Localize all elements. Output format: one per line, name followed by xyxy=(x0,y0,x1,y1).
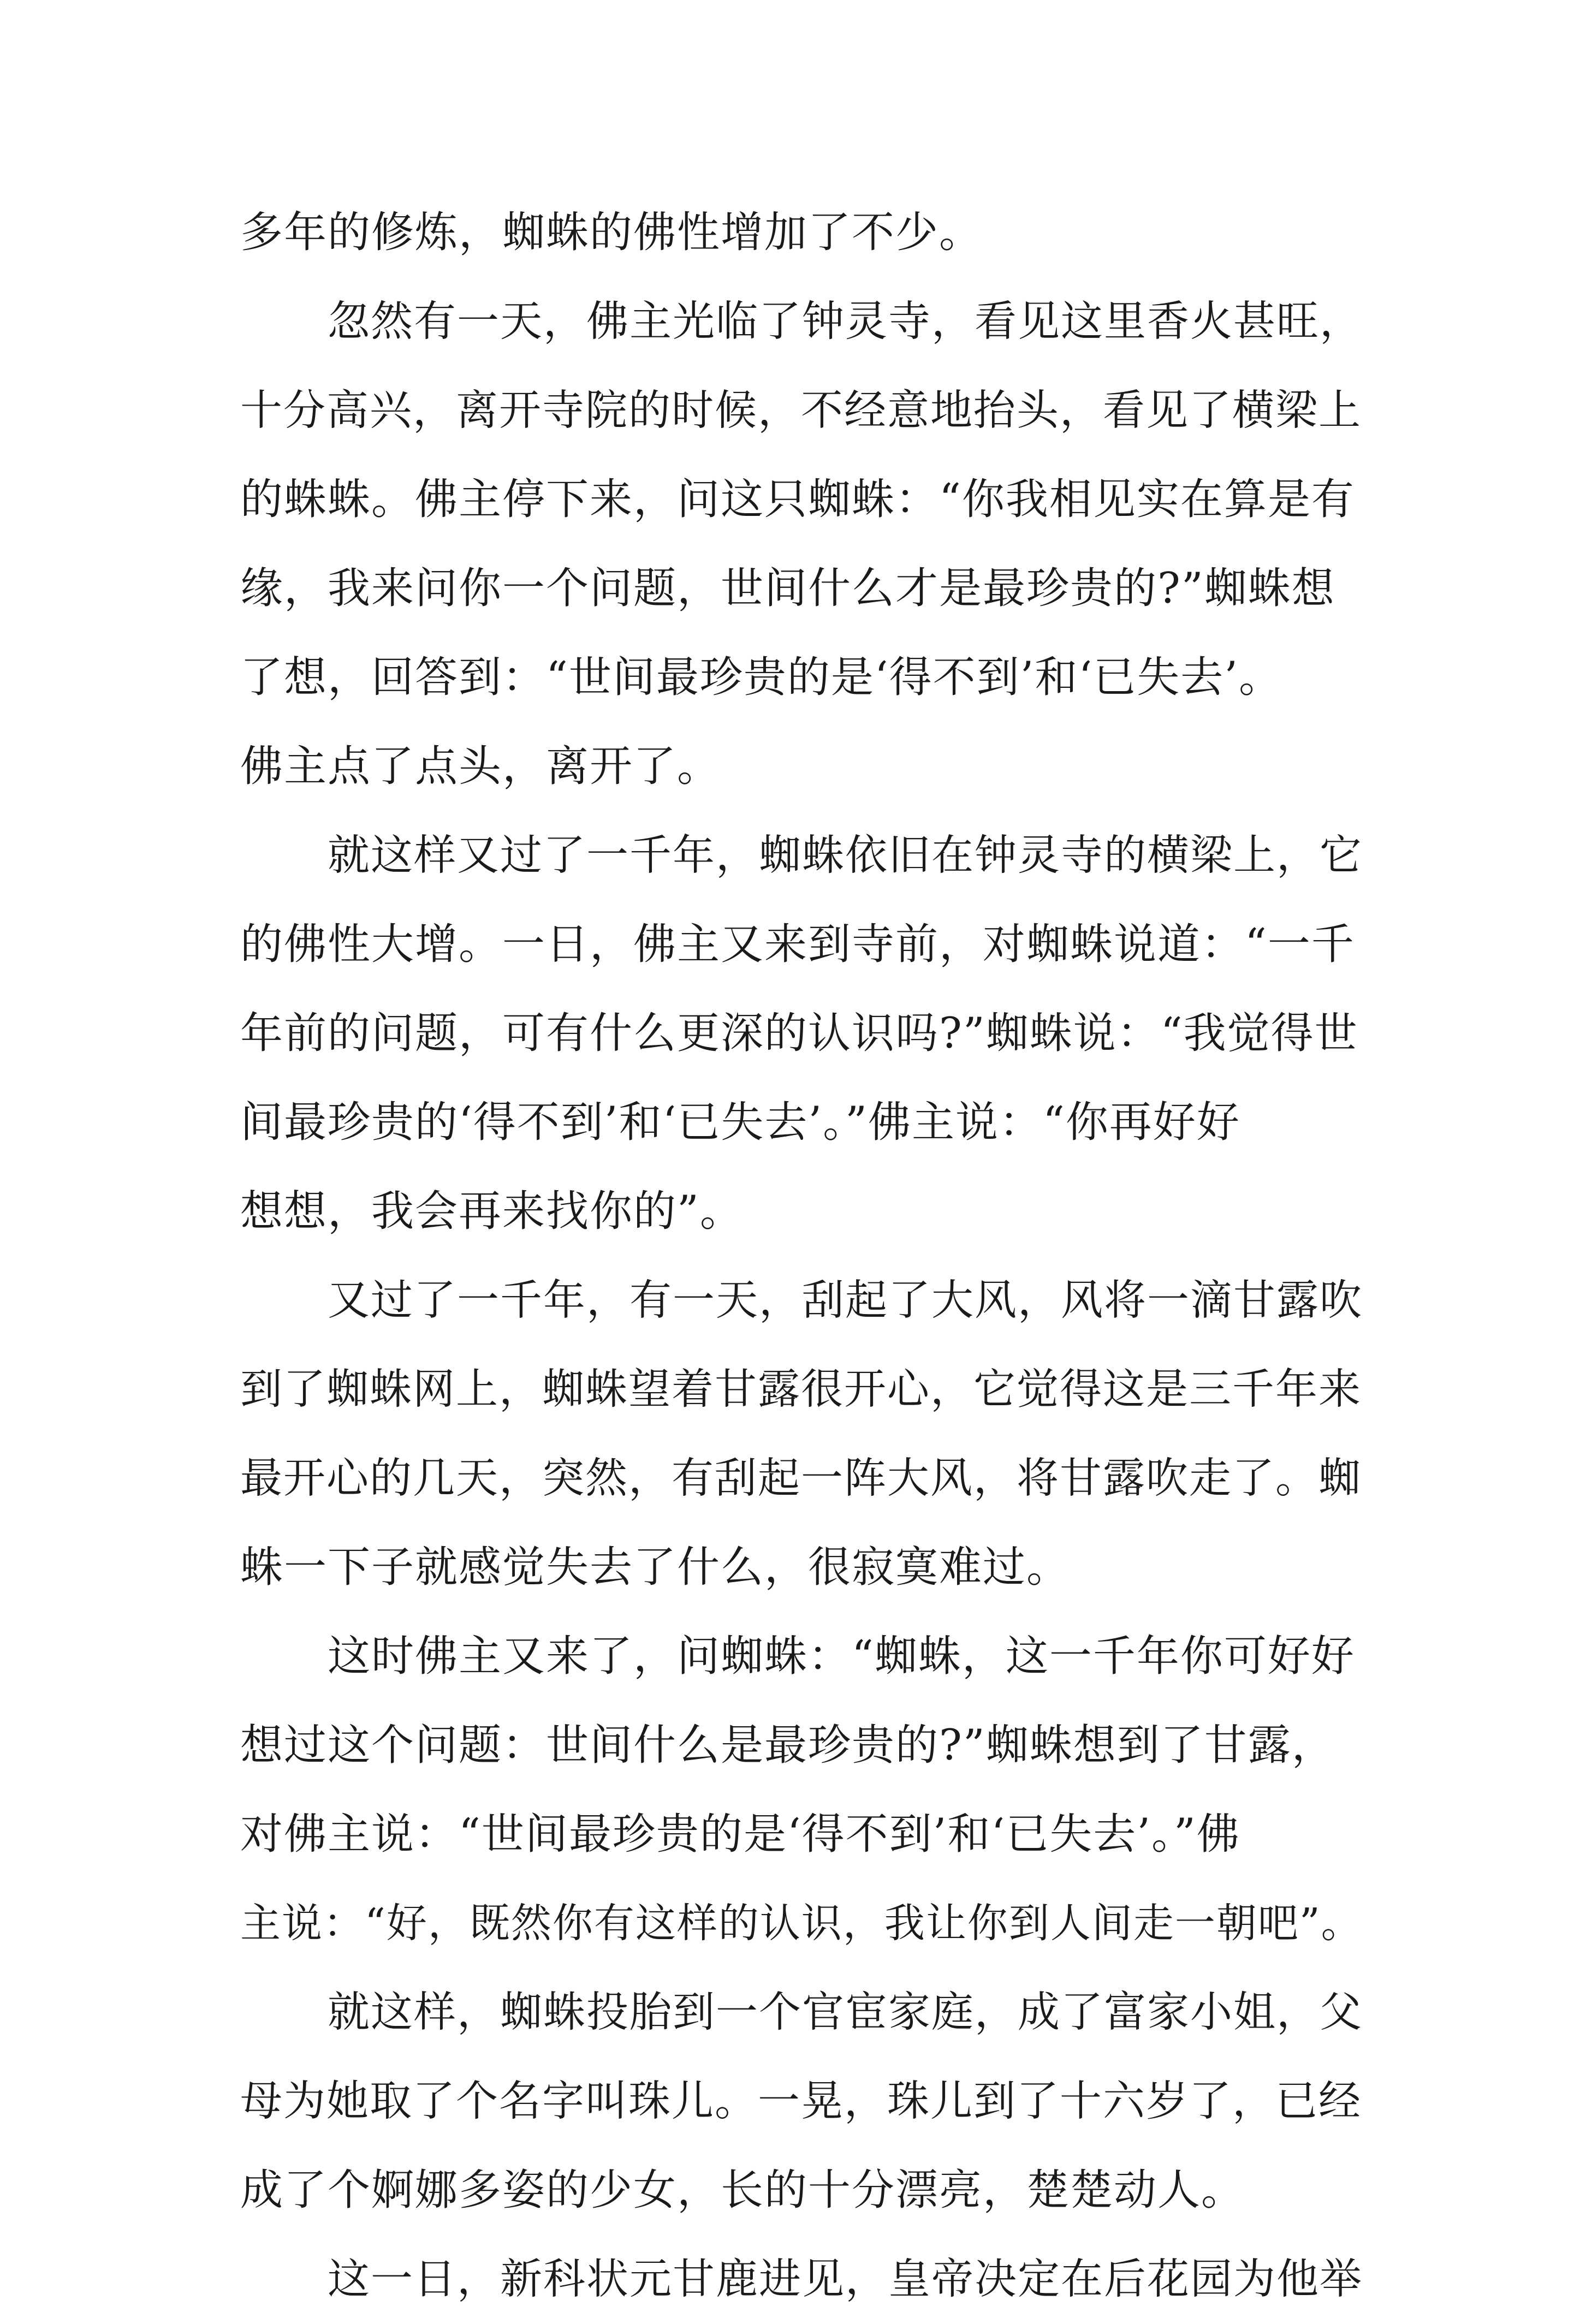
text-line: 成了个婀娜多姿的少女，长的十分漂亮，楚楚动人。 xyxy=(240,2166,1245,2215)
text-line: 想想，我会再来找你的”。 xyxy=(240,1187,744,1236)
text-line: 蛛一下子就感觉失去了什么，很寂寞难过。 xyxy=(240,1543,1071,1592)
text-line: 最开心的几天，突然，有刮起一阵大风，将甘露吹走了。蜘 xyxy=(240,1454,1362,1503)
text-line: 间最珍贵的‘得不到’和‘已失去’。”佛主说：“你再好好 xyxy=(240,1098,1240,1147)
text-line: 的蛛蛛。佛主停下来，问这只蜘蛛：“你我相见实在算是有 xyxy=(240,475,1355,524)
text-line: 十分高兴，离开寺院的时候，不经意地抬头，看见了横梁上 xyxy=(240,387,1362,435)
text-line: 这时佛主又来了，问蜘蛛：“蜘蛛，这一千年你可好好 xyxy=(328,1632,1355,1681)
text-line: 缘，我来问你一个问题，世间什么才是最珍贵的?”蜘蛛想 xyxy=(240,564,1335,613)
text-line: 就这样，蜘蛛投胎到一个官宦家庭，成了富家小姐，父 xyxy=(328,1988,1363,2037)
text-line: 多年的修炼，蜘蛛的佛性增加了不少。 xyxy=(240,208,983,257)
text-line: 就这样又过了一千年，蜘蛛依旧在钟灵寺的横梁上，它 xyxy=(328,831,1363,880)
text-line: 年前的问题，可有什么更深的认识吗?”蜘蛛说：“我觉得世 xyxy=(240,1009,1358,1058)
text-line: 这一日，新科状元甘鹿进见，皇帝决定在后花园为他举 xyxy=(328,2255,1363,2304)
text-line: 对佛主说：“世间最珍贵的是‘得不到’和‘已失去’。”佛 xyxy=(240,1810,1240,1859)
text-line: 母为她取了个名字叫珠儿。一晃，珠儿到了十六岁了，已经 xyxy=(240,2077,1362,2126)
text-line: 了想，回答到：“世间最珍贵的是‘得不到’和‘已失去’。 xyxy=(240,653,1283,702)
text-line: 主说：“好，既然你有这样的认识，我让你到人间走一朝吧”。 xyxy=(240,1900,1363,1947)
text-line: 佛主点了点头，离开了。 xyxy=(240,742,721,791)
text-line: 又过了一千年，有一天，刮起了大风，风将一滴甘露吹 xyxy=(328,1276,1363,1325)
text-line: 想过这个问题：世间什么是最珍贵的?”蜘蛛想到了甘露， xyxy=(240,1721,1335,1770)
text-line: 的佛性大增。一日，佛主又来到寺前，对蜘蛛说道：“一千 xyxy=(240,920,1355,969)
text-line: 忽然有一天，佛主光临了钟灵寺，看见这里香火甚旺， xyxy=(328,298,1363,346)
document-body xyxy=(240,188,1365,2324)
text-line: 到了蜘蛛网上，蜘蛛望着甘露很开心，它觉得这是三千年来 xyxy=(240,1365,1362,1414)
